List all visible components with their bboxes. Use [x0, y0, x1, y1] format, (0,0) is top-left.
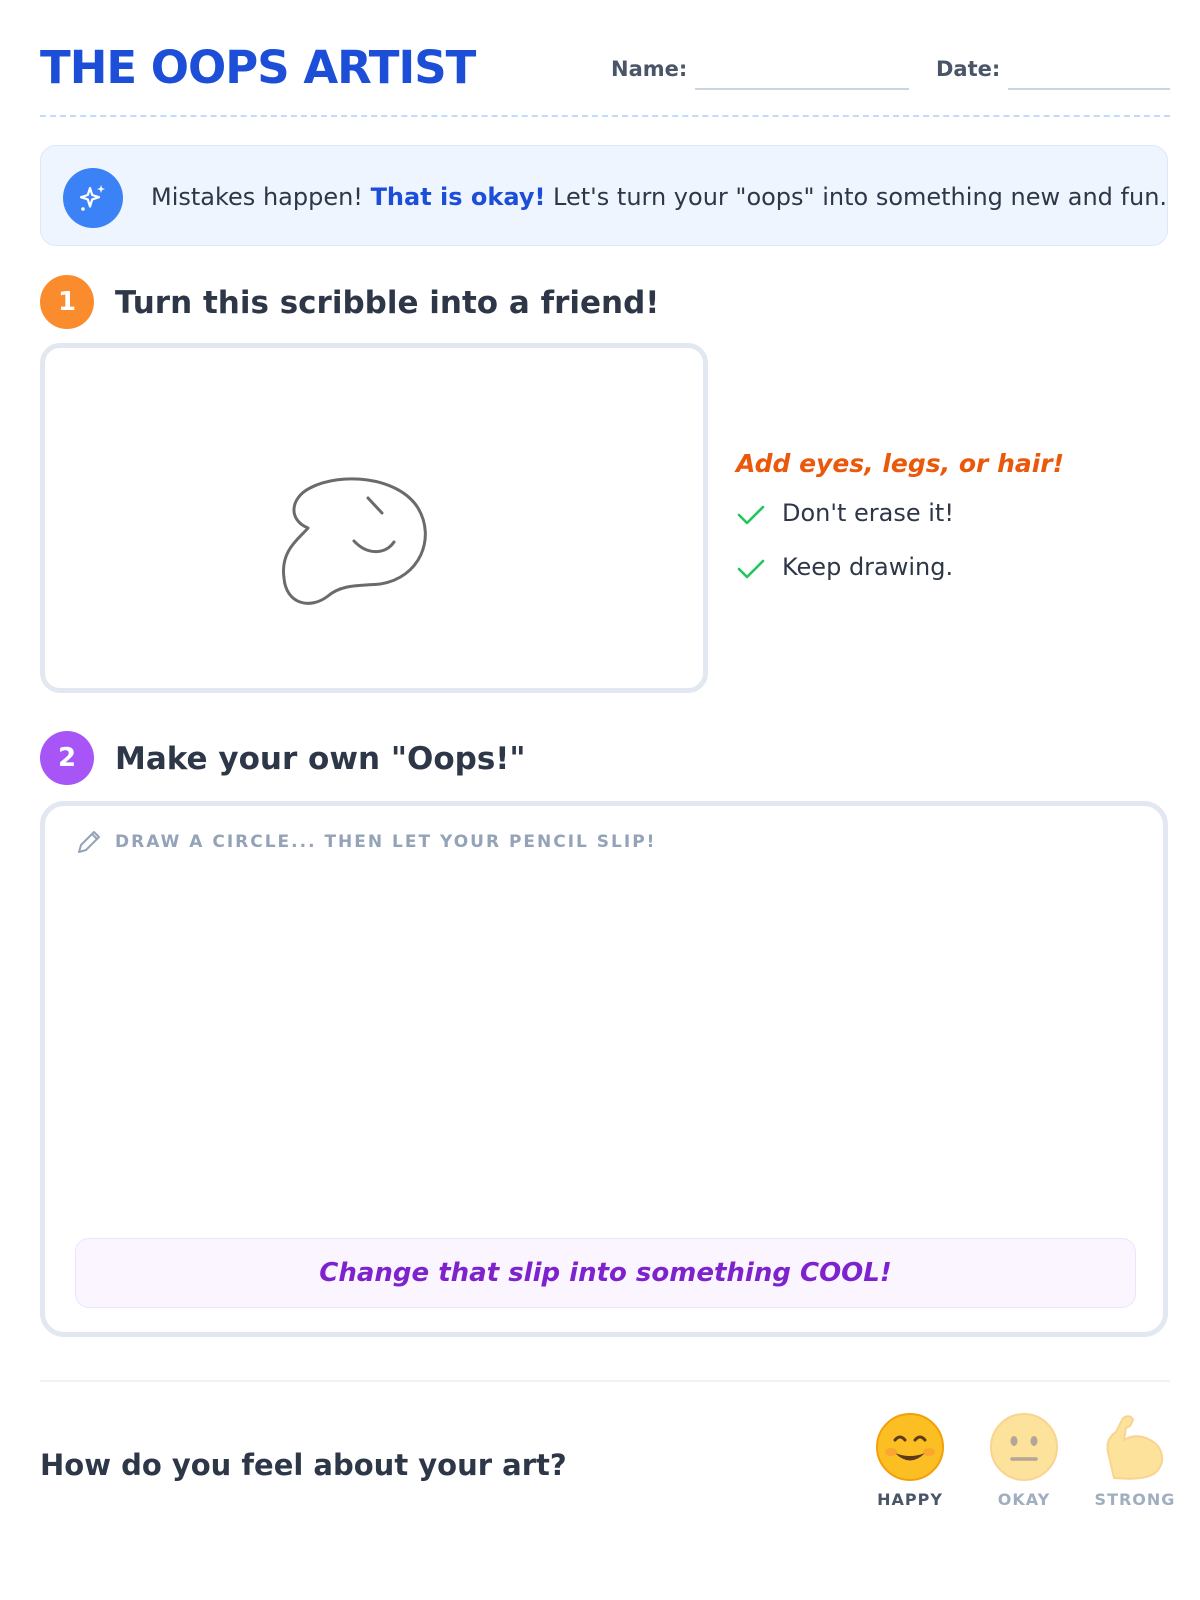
draw-prompt: DRAW A CIRCLE... THEN LET YOUR PENCIL SLIP! — [115, 832, 657, 852]
info-banner — [40, 145, 1168, 246]
tip-label: Keep drawing. — [782, 553, 954, 581]
banner-text-end: Let's turn your "oops" into something new and fun. — [553, 183, 1168, 211]
neutral-face-icon — [989, 1412, 1059, 1482]
scribble-drawing — [280, 468, 440, 608]
check-icon — [736, 503, 766, 527]
sparkles-icon — [63, 168, 123, 228]
check-icon — [736, 557, 766, 581]
banner-emphasis: That is okay! — [370, 183, 546, 211]
step-2-badge: 2 — [40, 731, 94, 785]
step-1-badge: 1 — [40, 275, 94, 329]
header-divider — [40, 115, 1170, 117]
step-2-title: Make your own "Oops!" — [115, 741, 526, 777]
name-field[interactable] — [695, 88, 909, 90]
step-1-title: Turn this scribble into a friend! — [115, 285, 660, 321]
feeling-option-okay[interactable] — [974, 1412, 1074, 1522]
pencil-icon — [75, 828, 103, 856]
feeling-label: STRONG — [1094, 1490, 1176, 1509]
scribble-drawing-area[interactable] — [40, 343, 708, 693]
name-label: Name: — [611, 57, 688, 81]
feeling-option-strong[interactable] — [1085, 1412, 1185, 1522]
date-field[interactable] — [1008, 88, 1170, 90]
feeling-option-happy[interactable] — [860, 1412, 960, 1522]
draw-hint: Change that slip into something COOL! — [75, 1238, 1136, 1308]
flexed-bicep-icon — [1100, 1412, 1170, 1482]
footer-divider — [40, 1380, 1170, 1382]
banner-text-start: Mistakes happen! — [151, 183, 363, 211]
oops-drawing-area[interactable] — [40, 801, 1168, 1337]
tip-label: Don't erase it! — [782, 499, 954, 527]
feelings-question: How do you feel about your art? — [40, 1448, 567, 1482]
smiling-face-icon — [875, 1412, 945, 1482]
worksheet-title: THE OOPS ARTIST — [40, 41, 476, 94]
date-label: Date: — [936, 57, 1001, 81]
feeling-label: OKAY — [997, 1490, 1051, 1509]
banner-message — [151, 182, 1167, 212]
tip-heading: Add eyes, legs, or hair! — [736, 449, 1065, 478]
feeling-label: HAPPY — [877, 1490, 943, 1509]
